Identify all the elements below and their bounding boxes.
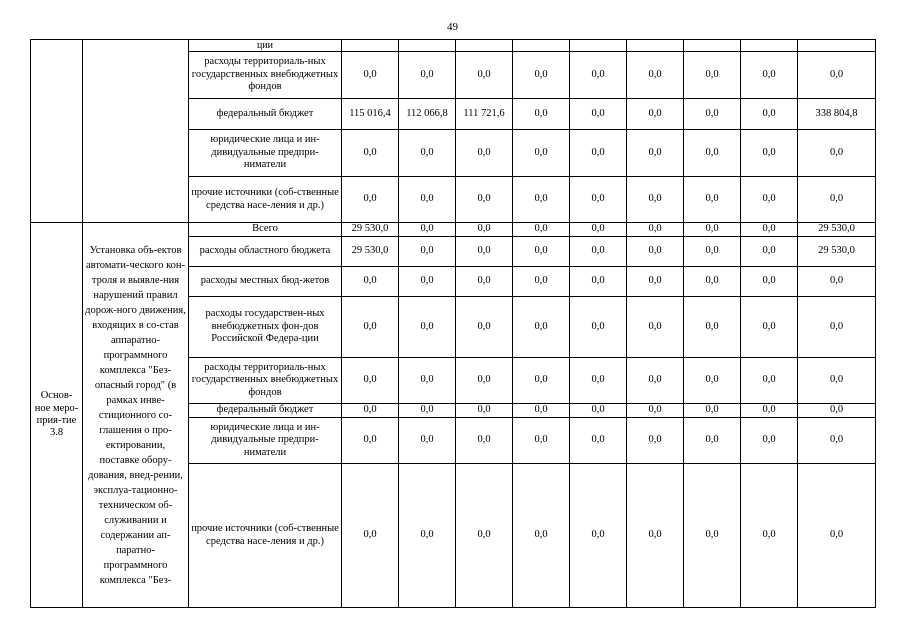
value-cell: 0,0 (741, 418, 798, 464)
value-cell: 0,0 (513, 297, 570, 358)
value-cell: 29 530,0 (342, 237, 399, 267)
table-row (31, 223, 876, 237)
value-cell: 0,0 (684, 464, 741, 608)
value-cell: 0,0 (399, 177, 456, 223)
value-cell: 0,0 (513, 418, 570, 464)
value-cell: 0,0 (456, 237, 513, 267)
value-cell: 0,0 (513, 130, 570, 177)
value-cell: 0,0 (798, 297, 876, 358)
value-cell: 0,0 (684, 99, 741, 130)
value-cell: 0,0 (741, 223, 798, 237)
value-cell: 0,0 (570, 223, 627, 237)
value-cell: 0,0 (399, 404, 456, 418)
value-cell: 0,0 (342, 130, 399, 177)
value-cell (456, 40, 513, 52)
value-cell: 0,0 (456, 177, 513, 223)
value-cell: 0,0 (741, 237, 798, 267)
value-cell: 0,0 (684, 267, 741, 297)
value-cell: 0,0 (741, 177, 798, 223)
value-cell: 0,0 (627, 177, 684, 223)
value-cell: 0,0 (684, 237, 741, 267)
value-cell (741, 40, 798, 52)
value-cell: 0,0 (570, 177, 627, 223)
category-cell: юридические лица и ин-дивидуальные предпри-ниматели (189, 418, 342, 464)
value-cell: 0,0 (570, 52, 627, 99)
value-cell: 0,0 (798, 130, 876, 177)
category-cell: расходы территориаль-ных государственных внебюджетных фондов (189, 52, 342, 99)
table-row (31, 40, 876, 52)
value-cell: 0,0 (627, 223, 684, 237)
value-cell: 0,0 (627, 404, 684, 418)
category-cell: федеральный бюджет (189, 404, 342, 418)
value-cell: 0,0 (399, 297, 456, 358)
value-cell (399, 40, 456, 52)
value-cell: 0,0 (627, 267, 684, 297)
value-cell: 0,0 (798, 267, 876, 297)
value-cell: 0,0 (798, 358, 876, 404)
value-cell: 0,0 (342, 177, 399, 223)
value-cell: 0,0 (399, 267, 456, 297)
budget-table (30, 39, 876, 608)
value-cell: 0,0 (627, 237, 684, 267)
value-cell: 0,0 (741, 358, 798, 404)
value-cell: 0,0 (456, 464, 513, 608)
value-cell: 0,0 (570, 418, 627, 464)
category-cell: расходы областного бюджета (189, 237, 342, 267)
value-cell: 0,0 (798, 52, 876, 99)
value-cell: 0,0 (798, 404, 876, 418)
value-cell: 0,0 (342, 52, 399, 99)
value-cell: 0,0 (513, 52, 570, 99)
value-cell (627, 40, 684, 52)
value-cell: 0,0 (513, 223, 570, 237)
value-cell (570, 40, 627, 52)
measure-label-cell (31, 40, 83, 223)
measure-description-cell (83, 40, 189, 223)
value-cell: 0,0 (456, 223, 513, 237)
category-cell: федеральный бюджет (189, 99, 342, 130)
value-cell: 0,0 (513, 177, 570, 223)
value-cell: 0,0 (684, 52, 741, 99)
value-cell: 29 530,0 (798, 223, 876, 237)
value-cell: 338 804,8 (798, 99, 876, 130)
value-cell: 0,0 (741, 464, 798, 608)
value-cell: 0,0 (570, 404, 627, 418)
value-cell: 0,0 (684, 177, 741, 223)
value-cell: 0,0 (456, 297, 513, 358)
category-cell: расходы местных бюд-жетов (189, 267, 342, 297)
category-cell: Всего (189, 223, 342, 237)
value-cell: 0,0 (342, 464, 399, 608)
value-cell: 0,0 (570, 99, 627, 130)
value-cell: 0,0 (684, 130, 741, 177)
measure-description-cell: Установка объ-ектов автомати-ческого кон-троля и выявле-ния нарушений правил дорож-ного движения, входящих в со-став аппаратно-программного комплекса "Без-опасный город" (в рамках инве-стиционного со-глашения о про-ектировании, поставке обору-дования, внед-рении, эксплуа-тационно-техническом об-служивании и содержании ап-паратно-программного комплекса "Без- (83, 223, 189, 608)
value-cell (342, 40, 399, 52)
value-cell: 0,0 (570, 267, 627, 297)
value-cell: 0,0 (456, 358, 513, 404)
value-cell: 0,0 (513, 464, 570, 608)
value-cell: 0,0 (399, 130, 456, 177)
value-cell: 0,0 (399, 223, 456, 237)
value-cell (798, 40, 876, 52)
value-cell (684, 40, 741, 52)
category-cell: прочие источники (соб-ственные средства насе-ления и др.) (189, 464, 342, 608)
category-cell: расходы государствен-ных внебюджетных фон-дов Российской Федера-ции (189, 297, 342, 358)
page-number: 49 (447, 21, 458, 33)
value-cell: 0,0 (627, 464, 684, 608)
value-cell: 0,0 (456, 52, 513, 99)
value-cell: 0,0 (741, 99, 798, 130)
value-cell (513, 40, 570, 52)
value-cell: 0,0 (798, 418, 876, 464)
value-cell: 0,0 (741, 297, 798, 358)
value-cell: 0,0 (456, 267, 513, 297)
value-cell: 0,0 (456, 404, 513, 418)
value-cell: 0,0 (342, 297, 399, 358)
value-cell: 29 530,0 (798, 237, 876, 267)
value-cell: 0,0 (342, 404, 399, 418)
value-cell: 0,0 (570, 358, 627, 404)
value-cell: 0,0 (399, 52, 456, 99)
value-cell: 0,0 (627, 418, 684, 464)
category-cell: прочие источники (соб-ственные средства насе-ления и др.) (189, 177, 342, 223)
value-cell: 0,0 (399, 464, 456, 608)
value-cell: 0,0 (684, 418, 741, 464)
category-cell: ции (189, 40, 342, 52)
category-cell: юридические лица и ин-дивидуальные предпри-ниматели (189, 130, 342, 177)
value-cell: 0,0 (513, 237, 570, 267)
value-cell: 0,0 (399, 418, 456, 464)
value-cell: 112 066,8 (399, 99, 456, 130)
value-cell: 0,0 (741, 130, 798, 177)
value-cell: 0,0 (456, 418, 513, 464)
value-cell: 0,0 (399, 358, 456, 404)
value-cell: 0,0 (684, 358, 741, 404)
value-cell: 29 530,0 (342, 223, 399, 237)
value-cell: 0,0 (342, 267, 399, 297)
value-cell: 0,0 (798, 464, 876, 608)
value-cell: 0,0 (798, 177, 876, 223)
value-cell: 0,0 (741, 404, 798, 418)
value-cell: 0,0 (399, 237, 456, 267)
value-cell: 0,0 (741, 267, 798, 297)
value-cell: 0,0 (627, 52, 684, 99)
value-cell: 0,0 (513, 267, 570, 297)
value-cell: 0,0 (570, 237, 627, 267)
value-cell: 0,0 (741, 52, 798, 99)
value-cell: 0,0 (627, 130, 684, 177)
value-cell: 0,0 (627, 99, 684, 130)
value-cell: 0,0 (342, 358, 399, 404)
value-cell: 0,0 (513, 404, 570, 418)
value-cell: 111 721,6 (456, 99, 513, 130)
value-cell: 0,0 (342, 418, 399, 464)
value-cell: 0,0 (570, 464, 627, 608)
value-cell: 115 016,4 (342, 99, 399, 130)
value-cell: 0,0 (684, 223, 741, 237)
value-cell: 0,0 (684, 297, 741, 358)
value-cell: 0,0 (513, 358, 570, 404)
value-cell: 0,0 (456, 130, 513, 177)
value-cell: 0,0 (627, 297, 684, 358)
value-cell: 0,0 (513, 99, 570, 130)
measure-label-cell: Основ-ное меро-прия-тие 3.8 (31, 223, 83, 608)
value-cell: 0,0 (570, 297, 627, 358)
category-cell: расходы территориаль-ных государственных внебюджетных фондов (189, 358, 342, 404)
value-cell: 0,0 (570, 130, 627, 177)
value-cell: 0,0 (627, 358, 684, 404)
value-cell: 0,0 (684, 404, 741, 418)
